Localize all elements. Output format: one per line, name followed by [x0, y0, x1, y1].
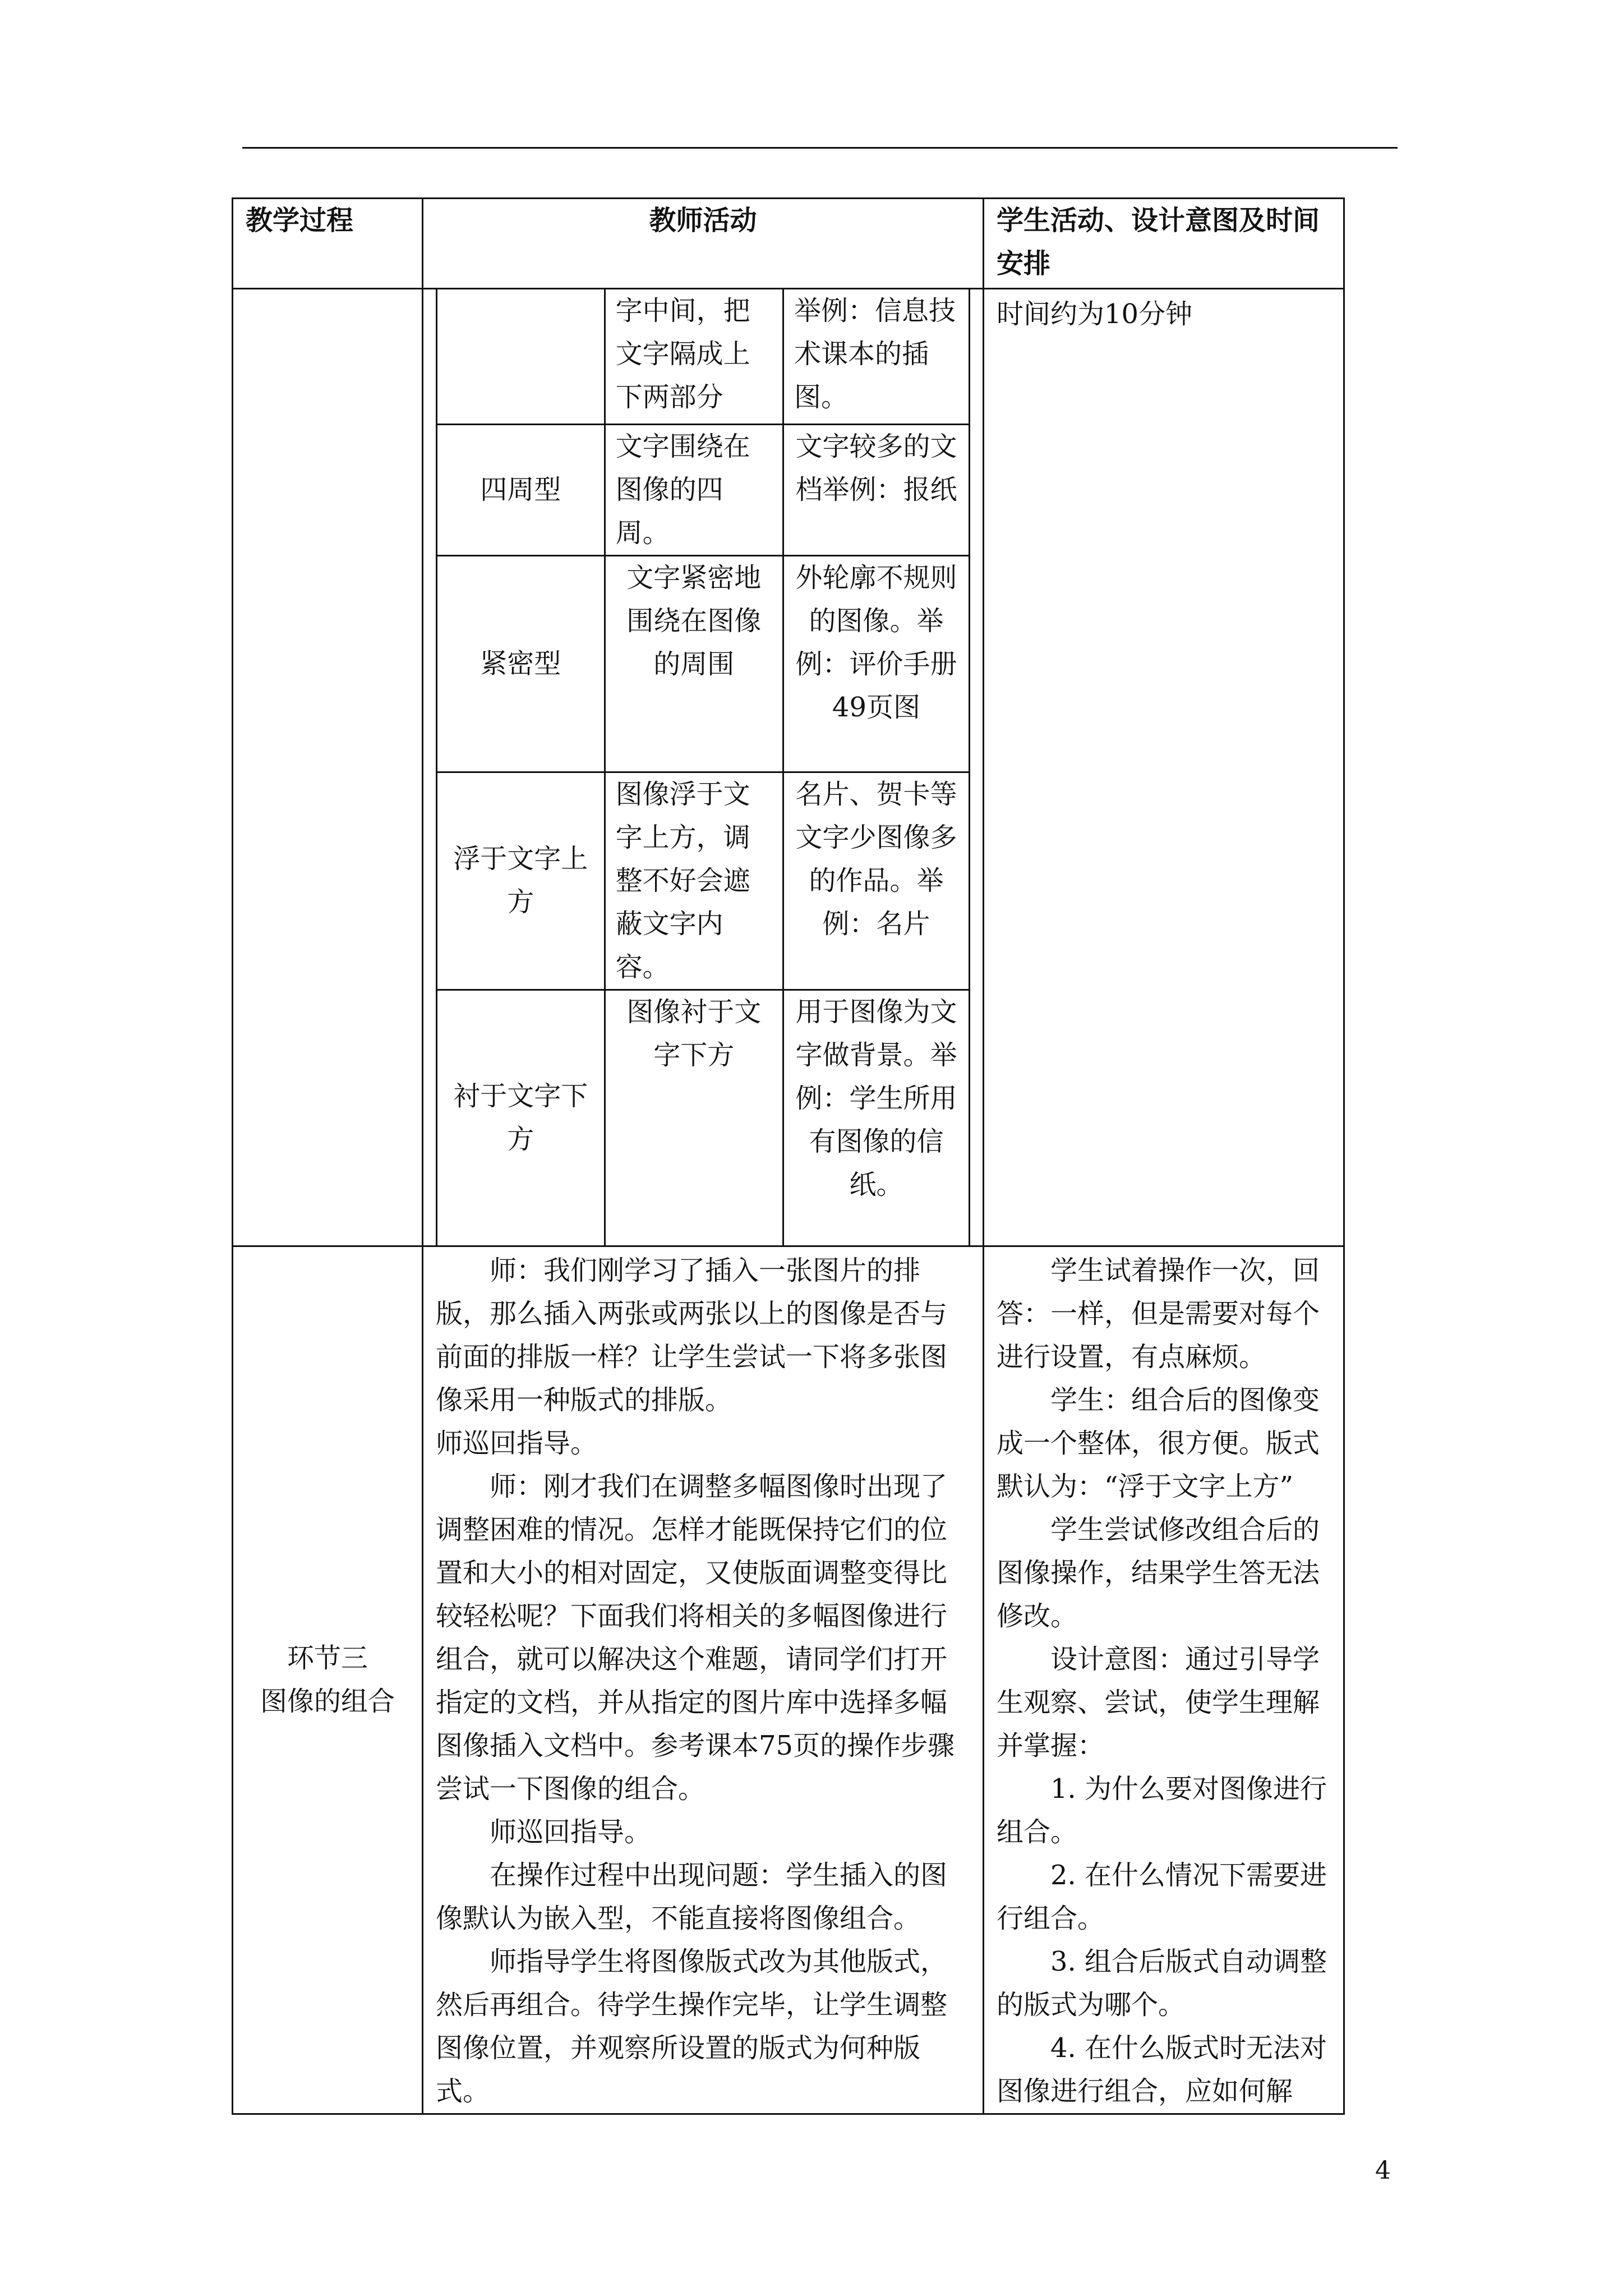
student-paragraph: 3. 组合后版式自动调整的版式为哪个。 [997, 1946, 1327, 2021]
layout-row [437, 289, 969, 424]
student-paragraph: 学生试着操作一次，回答：一样，但是需要对每个进行设置，有点麻烦。 [997, 1255, 1320, 1373]
stage-cell [233, 1246, 423, 2114]
layout-name: 浮于文字上方 [437, 772, 605, 990]
stage-cell-empty [233, 289, 423, 1246]
layout-row [437, 555, 969, 772]
layout-name: 四周型 [437, 424, 605, 555]
layout-row [437, 424, 969, 555]
student-paragraph: 设计意图：通过引导学生观察、尝试，使学生理解并掌握： [997, 1644, 1320, 1761]
layout-desc: 字中间，把文字隔成上下两部分 [605, 289, 783, 424]
layout-desc: 文字紧密地围绕在图像的周围 [605, 555, 783, 772]
stage-title: 图像的组合 [260, 1686, 395, 1717]
teacher-paragraph: 师：刚才我们在调整多幅图像时出现了调整困难的情况。怎样才能既保持它们的位置和大小的相对固定，又使版面调整变得比较轻松呢？下面我们将相关的多幅图像进行组合，就可以解决这个难题，请同学们打开指定的文档，并从指定的图片库中选择多幅图像插入文档中。参考课本75页的操作步骤尝试一下图像的组合。 [436, 1471, 955, 1805]
layout-row [437, 772, 969, 990]
layout-desc: 图像浮于文字上方，调整不好会遮蔽文字内容。 [605, 772, 783, 990]
teacher-paragraph: 师：我们刚学习了插入一张图片的排版，那么插入两张或两张以上的图像是否与前面的排版一样？让学生尝试一下将多张图像采用一种版式的排版。 [436, 1255, 948, 1416]
student-paragraph: 1. 为什么要对图像进行组合。 [997, 1773, 1327, 1848]
header-teaching-process: 教学过程 [233, 199, 423, 289]
student-paragraph: 学生尝试修改组合后的图像操作，结果学生答无法修改。 [997, 1514, 1320, 1632]
layout-example: 外轮廓不规则的图像。举例：评价手册49页图 [783, 555, 969, 772]
teacher-activity-cell [423, 1246, 984, 2114]
layout-name: 衬于文字下方 [437, 990, 605, 1245]
student-paragraph: 2. 在什么情况下需要进行组合。 [997, 1860, 1327, 1934]
header-rule [242, 147, 1398, 149]
table-row [233, 289, 1344, 1246]
stage-label: 环节三 [287, 1642, 368, 1674]
student-paragraph: 4. 在什么版式时无法对图像进行组合，应如何解 [997, 2032, 1327, 2107]
layout-example: 举例：信息技术课本的插图。 [783, 289, 969, 424]
layout-example: 名片、贺卡等文字少图像多的作品。举例：名片 [783, 772, 969, 990]
teacher-paragraph: 师巡回指导。 [436, 1428, 598, 1459]
teacher-paragraph: 师巡回指导。 [490, 1816, 652, 1848]
layout-desc: 文字围绕在图像的四周。 [605, 424, 783, 555]
layout-desc: 图像衬于文字下方 [605, 990, 783, 1245]
layout-name: 紧密型 [437, 555, 605, 772]
table-header-row [233, 199, 1344, 289]
layout-types-cell [423, 289, 984, 1246]
layout-row [437, 990, 969, 1245]
header-student-activity: 学生活动、设计意图及时间安排 [984, 199, 1344, 289]
time-note: 时间约为10分钟 [984, 289, 1344, 1246]
layout-types-table [437, 289, 969, 1245]
student-activity-cell [984, 1246, 1344, 2114]
page-number: 4 [1375, 2156, 1391, 2185]
teacher-paragraph: 在操作过程中出现问题：学生插入的图像默认为嵌入型，不能直接将图像组合。 [436, 1860, 948, 1934]
header-teacher-activity: 教师活动 [423, 199, 984, 289]
layout-example: 用于图像为文字做背景。举例：学生所用有图像的信纸。 [783, 990, 969, 1245]
layout-example: 文字较多的文档举例：报纸 [783, 424, 969, 555]
teacher-paragraph: 师指导学生将图像版式改为其他版式，然后再组合。待学生操作完毕，让学生调整图像位置，并观察所设置的版式为何种版式。 [436, 1946, 948, 2107]
layout-name [437, 289, 605, 424]
table-row [233, 1246, 1344, 2114]
student-paragraph: 学生：组合后的图像变成一个整体，很方便。版式默认为：“浮于文字上方” [997, 1384, 1320, 1502]
lesson-plan-table [232, 197, 1345, 2115]
